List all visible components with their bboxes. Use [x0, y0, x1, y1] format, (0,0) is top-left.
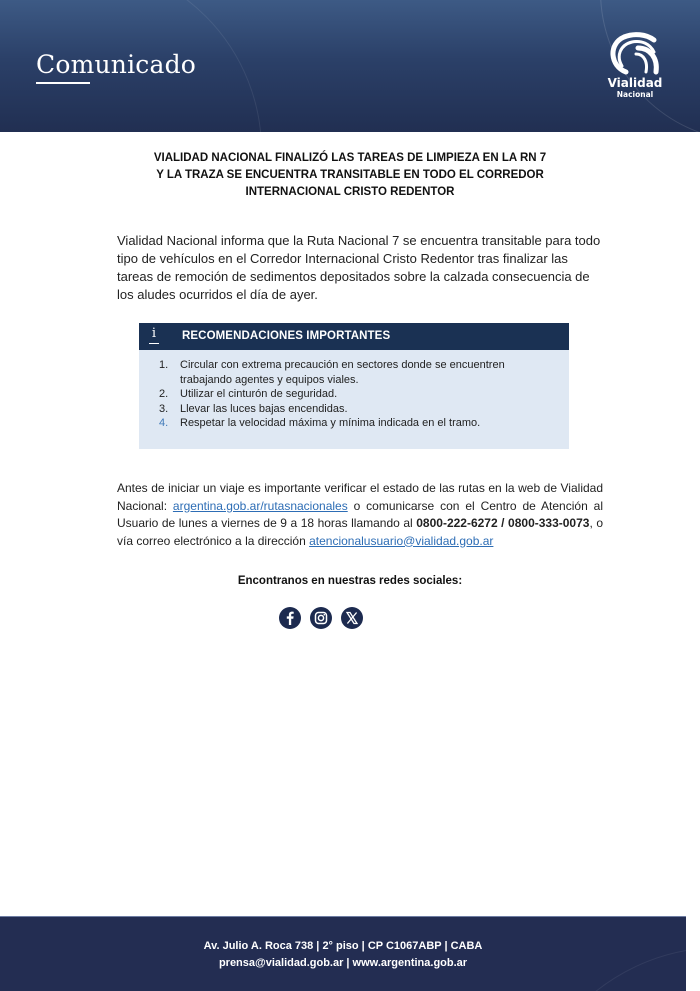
headline-line: VIALIDAD NACIONAL FINALIZÓ LAS TAREAS DE LIMPIEZA EN LA RN 7 [153, 152, 547, 164]
contact-text: Usuario de lunes a viernes de 9 a 18 horas llamando al [117, 516, 417, 530]
intro-paragraph: Vialidad Nacional informa que la Ruta Nacional 7 se encuentra transitable para todo tipo de vehículos en el Corredor Internacional Cristo Redentor tras finalizar las tareas de remoción de sedimentos depositados sobre la calzada consecuencia de los aludes ocurridos el día de ayer. [117, 233, 601, 302]
contact-text: Nacional: [117, 498, 173, 513]
contact-line [117, 498, 603, 516]
contact-paragraph [117, 480, 603, 550]
contact-line [117, 515, 603, 533]
recommendations-title: RECOMENDACIONES IMPORTANTES [182, 330, 391, 342]
document-type-title: Comunicado [36, 50, 197, 79]
x-twitter-icon[interactable] [341, 607, 363, 629]
list-item [139, 416, 555, 431]
rutas-nacionales-link[interactable]: argentina.gob.ar/rutasnacionales [172, 498, 348, 513]
list-number: 4. [159, 417, 169, 429]
headline [120, 150, 580, 201]
list-text: Respetar la velocidad máxima y mínima indicada en el tramo. [180, 417, 481, 429]
decorative-arc [520, 947, 686, 991]
recommendations-list [139, 358, 569, 431]
list-number: 2. [159, 388, 169, 400]
footer-banner [0, 916, 686, 991]
list-item [139, 402, 555, 417]
list-number: 1. [159, 359, 169, 371]
header-banner [0, 0, 700, 132]
facebook-icon[interactable] [279, 607, 301, 629]
recommendations-header [139, 323, 569, 350]
contact-text: Antes de iniciar un viaje es importante verificar el estado de las rutas en la web de Vialidad [117, 481, 603, 495]
social-label: Encontranos en nuestras redes sociales: [237, 575, 463, 587]
headline-line: Y LA TRAZA SE ENCUENTRA TRANSITABLE EN TODO EL CORREDOR [156, 169, 544, 181]
contact-line [117, 533, 603, 551]
contact-text: vía correo electrónico a la dirección [117, 533, 310, 548]
road-swirl-logo-icon [606, 32, 664, 76]
list-item [139, 358, 555, 387]
contact-line [117, 480, 603, 498]
info-icon: i [147, 326, 161, 348]
recommendations-box [139, 323, 569, 449]
list-text: Circular con extrema precaución en sectores donde se encuentren trabajando agentes y equipos viales. [180, 359, 505, 386]
logo-text-vialidad: Vialidad [607, 76, 663, 90]
list-item [139, 387, 555, 402]
phone-numbers: 0800-222-6272 / 0800-333-0073 [416, 516, 590, 530]
contact-text: o comunicarse con el Centro de Atención al [347, 498, 603, 513]
list-number: 3. [159, 402, 169, 415]
vialidad-logo [600, 32, 670, 102]
email-link[interactable]: atencionalusuario@vialidad.gob.ar [309, 533, 494, 548]
footer-address: Av. Julio A. Roca 738 | 2° piso | CP C1067ABP | CABA [203, 940, 483, 952]
list-text: Llevar las luces bajas encendidas. [180, 402, 348, 415]
instagram-icon[interactable] [310, 607, 332, 629]
list-text: Utilizar el cinturón de seguridad. [180, 388, 338, 400]
title-underline [36, 82, 90, 84]
contact-text: , o [589, 516, 604, 530]
footer-contact: prensa@vialidad.gob.ar | www.argentina.gob.ar [218, 957, 468, 969]
logo-text-nacional: Nacional [616, 90, 654, 99]
headline-line: INTERNACIONAL CRISTO REDENTOR [245, 186, 455, 198]
